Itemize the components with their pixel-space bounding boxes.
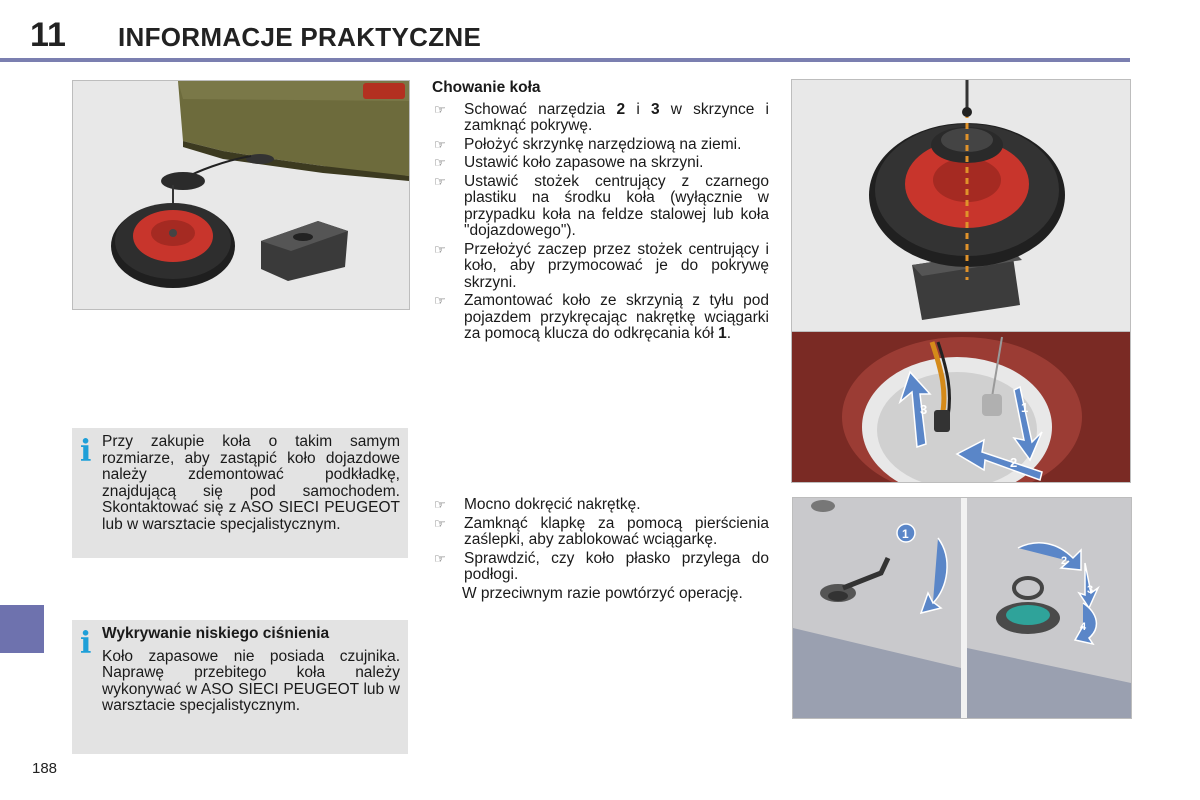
info-box-low-pressure — [72, 620, 408, 754]
info-icon: i — [80, 626, 92, 661]
cap-step-label-3: 3 — [1087, 584, 1094, 596]
header-rule — [0, 58, 1130, 62]
securing-step-3: ☞ Sprawdzić, czy koło płasko przylega do podłogi. — [434, 549, 769, 583]
chapter-number: 11 — [30, 16, 66, 54]
stowing-step-2: ☞ Położyć skrzynkę narzędziową na ziemi. — [434, 135, 742, 153]
hand-pointer-icon: ☞ — [434, 173, 446, 189]
info-box-text: Koło zapasowe nie posiada czujnika. Naprawę przebitego koła należy wykonywać w ASO SIECI PEUGEOT lub w warsztacie specjalistycznym. — [102, 647, 400, 714]
page-number: 188 — [32, 760, 58, 777]
securing-note: W przeciwnym razie powtórzyć operację. — [462, 584, 743, 602]
figure-car-spare-wheel — [72, 80, 410, 310]
winch-arrow-label-2: 2 — [1010, 455, 1018, 470]
stowing-title: Chowanie koła — [432, 79, 541, 96]
hand-pointer-icon: ☞ — [434, 136, 446, 152]
stowing-step-6: ☞ Zamontować koło ze skrzynią z tyłu pod pojazdem przykręcając nakrętkę wciągarki za pomocą klucza do odkręcania kół 1. — [434, 292, 769, 342]
chapter-tab — [0, 605, 44, 653]
hand-pointer-icon: ☞ — [434, 155, 446, 170]
info-box-text: Przy zakupie koła o takim samym rozmiarze, aby zastąpić koło dojazdowe należy zdemontować podkładkę, znajdującą się pod samochodem. Skontaktować się z ASO SIECI PEUGEOT lub w warsztacie specjalistycznym. — [102, 433, 400, 533]
securing-step-2: ☞ Zamknąć klapkę za pomocą pierścienia zaślepki, aby zablokować wciągarkę. — [434, 514, 769, 548]
securing-step-1: ☞ Mocno dokręcić nakrętkę. — [434, 496, 641, 513]
hand-pointer-icon: ☞ — [434, 101, 446, 117]
figure-winch-closeup — [791, 331, 1131, 483]
stowing-step-4: ☞ Ustawić stożek centrujący z czarnego plastiku na środku koła (wyłącznie w przypadku koła na feldze stalowej lub koła "dojazdowego"). — [434, 172, 769, 239]
winch-arrow-label-3: 3 — [920, 402, 928, 417]
stowing-step-5: ☞ Przełożyć zaczep przez stożek centrujący i koło, aby przymocować je do pokrywę skrzyni. — [434, 240, 769, 291]
stowing-step-1: ☞ Schować narzędzia 2 i 3 w skrzynce i zamknąć pokrywę. — [434, 100, 769, 134]
cap-step-label-2: 2 — [1061, 555, 1068, 567]
hand-pointer-icon: ☞ — [434, 550, 446, 566]
info-box-wheel-purchase — [72, 428, 408, 558]
figure-wheel-on-toolbox — [791, 79, 1131, 333]
winch-arrow-label-1: 1 — [1021, 400, 1029, 415]
stowing-step-3: ☞ Ustawić koło zapasowe na skrzyni. — [434, 154, 704, 171]
figure-floor-cap — [792, 497, 1132, 719]
hand-pointer-icon: ☞ — [434, 293, 446, 308]
hand-pointer-icon: ☞ — [434, 241, 446, 257]
info-box-title: Wykrywanie niskiego ciśnienia — [102, 625, 330, 642]
info-icon: i — [80, 434, 92, 469]
hand-pointer-icon: ☞ — [434, 515, 446, 531]
cap-step-label-1: 1 — [902, 527, 909, 541]
hand-pointer-icon: ☞ — [434, 497, 446, 512]
cap-step-label-4: 4 — [1080, 621, 1087, 633]
stowing-section — [432, 80, 769, 345]
securing-section — [432, 497, 769, 602]
chapter-title: INFORMACJE PRAKTYCZNE — [118, 22, 482, 52]
